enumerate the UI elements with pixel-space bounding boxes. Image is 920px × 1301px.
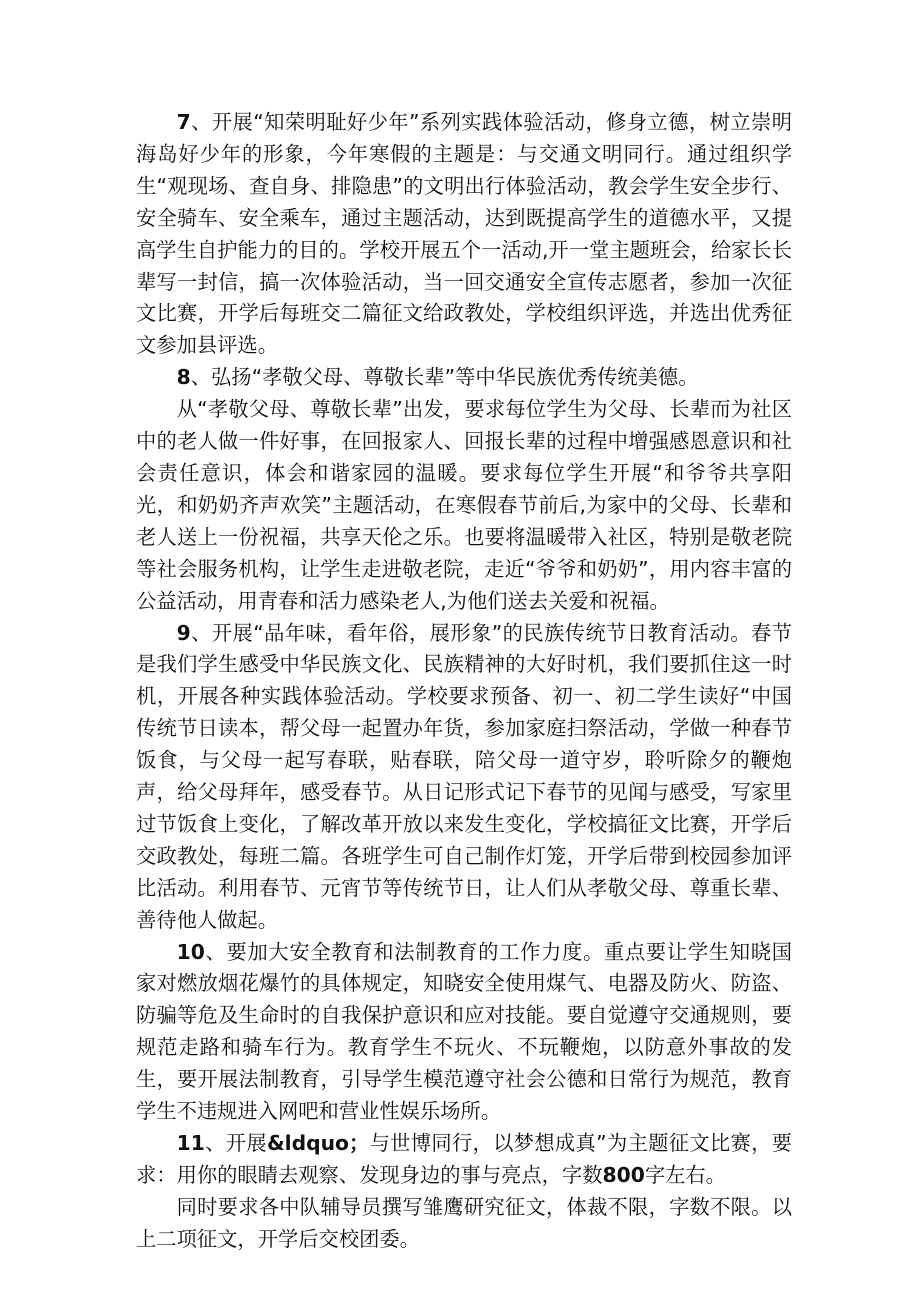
item-number: 8 bbox=[176, 365, 191, 390]
paragraph-text: 、开展 bbox=[204, 1131, 267, 1155]
paragraph-text: 与世博同行，以梦想成真”为主题征文比赛，要求：用你的眼睛去观察、发现身边的事与亮点，字数 bbox=[136, 1131, 792, 1187]
paragraph-text: 、开展“品年味，看年俗，展形象”的民族传统节日教育活动。春节是我们学生感受中华民族文化、民族精神的大好时机，我们要抓住这一时机，开展各种实践体验活动。学校要求预备、初一、初二学生读好“中国传统节日读本，帮父母一起置办年货，参加家庭扫祭活动，学做一种春节饭食，与父母一起写春联，贴春联，陪父母一道守岁，聆听除夕的鞭炮声，给父母拜年，感受春节。从日记形式记下春节的见闻与感受，写家里过节饭食上变化，了解改革开放以来发生变化，学校搞征文比赛，开学后交政教处，每班二篇。各班学生可自己制作灯笼，开学后带到校园参加评比活动。利用春节、元宵节等传统节日，让人们从孝敬父母、尊重长辈、善待他人做起。 bbox=[136, 620, 792, 932]
paragraph-8 bbox=[136, 362, 792, 394]
paragraph-text: 、弘扬“孝敬父母、尊敬长辈”等中华民族优秀传统美德。 bbox=[190, 365, 699, 390]
paragraph-7 bbox=[136, 107, 792, 362]
paragraph-text: 、开展“知荣明耻好少年”系列实践体验活动，修身立德，树立崇明海岛好少年的形象，今年寒假的主题是：与交通文明同行。通过组织学生“观现场、查自身、排隐患”的文明出行体验活动，教会学生安全步行、安全骑车、安全乘车，通过主题活动，达到既提高学生的道德水平，又提高学生自护能力的目的。学校开展五个一活动,开一堂主题班会，给家长长辈写一封信，搞一次体验活动，当一回交通安全宣传志愿者，参加一次征文比赛，开学后每班交二篇征文给政教处，学校组织评选，并选出优秀征文参加县评选。 bbox=[136, 110, 792, 358]
item-number: 9 bbox=[176, 620, 191, 645]
paragraph-10 bbox=[136, 937, 792, 1128]
word-count-number: 800 bbox=[602, 1162, 645, 1187]
item-number: 7 bbox=[176, 110, 191, 134]
paragraph-text: 从“孝敬父母、尊敬长辈”出发，要求每位学生为父母、长辈而为社区中的老人做一件好事，在回报家人、回报长辈的过程中增强感恩意识和社会责任意识，体会和谐家园的温暖。要求每位学生开展“和爷爷共享阳光，和奶奶齐声欢笑”主题活动，在寒假春节前后,为家中的父母、长辈和老人送上一份祝福，共享天伦之乐。也要将温暖带入社区，特别是敬老院等社会服务机构，让学生走进敬老院，走近“爷爷和奶奶”，用内容丰富的公益活动，用青春和活力感染老人,为他们送去关爱和祝福。 bbox=[136, 397, 792, 613]
html-entity-text: &ldquo； bbox=[266, 1131, 370, 1155]
paragraph-11 bbox=[136, 1128, 792, 1192]
item-number: 11 bbox=[176, 1131, 205, 1155]
paragraph-11-body bbox=[136, 1192, 792, 1256]
paragraph-text: 、要加大安全教育和法制教育的工作力度。重点要让学生知晓国家对燃放烟花爆竹的具体规定，知晓安全使用煤气、电器及防火、防盗、防骗等危及生命时的自我保护意识和应对技能。要自觉遵守交通规则，要规范走路和骑车行为。教育学生不玩火、不玩鞭炮，以防意外事故的发生，要开展法制教育，引导学生模范遵守社会公德和日常行为规范，教育学生不违规进入网吧和营业性娱乐场所。 bbox=[136, 939, 792, 1124]
paragraph-text: 同时要求各中队辅导员撰写雏鹰研究征文，体裁不限，字数不限。以上二项征文，开学后交校团委。 bbox=[136, 1194, 792, 1251]
document-body bbox=[136, 107, 792, 1256]
paragraph-9 bbox=[136, 618, 792, 937]
paragraph-8-body bbox=[136, 394, 792, 617]
paragraph-text: 字左右。 bbox=[644, 1162, 726, 1187]
item-number: 10 bbox=[176, 939, 205, 964]
